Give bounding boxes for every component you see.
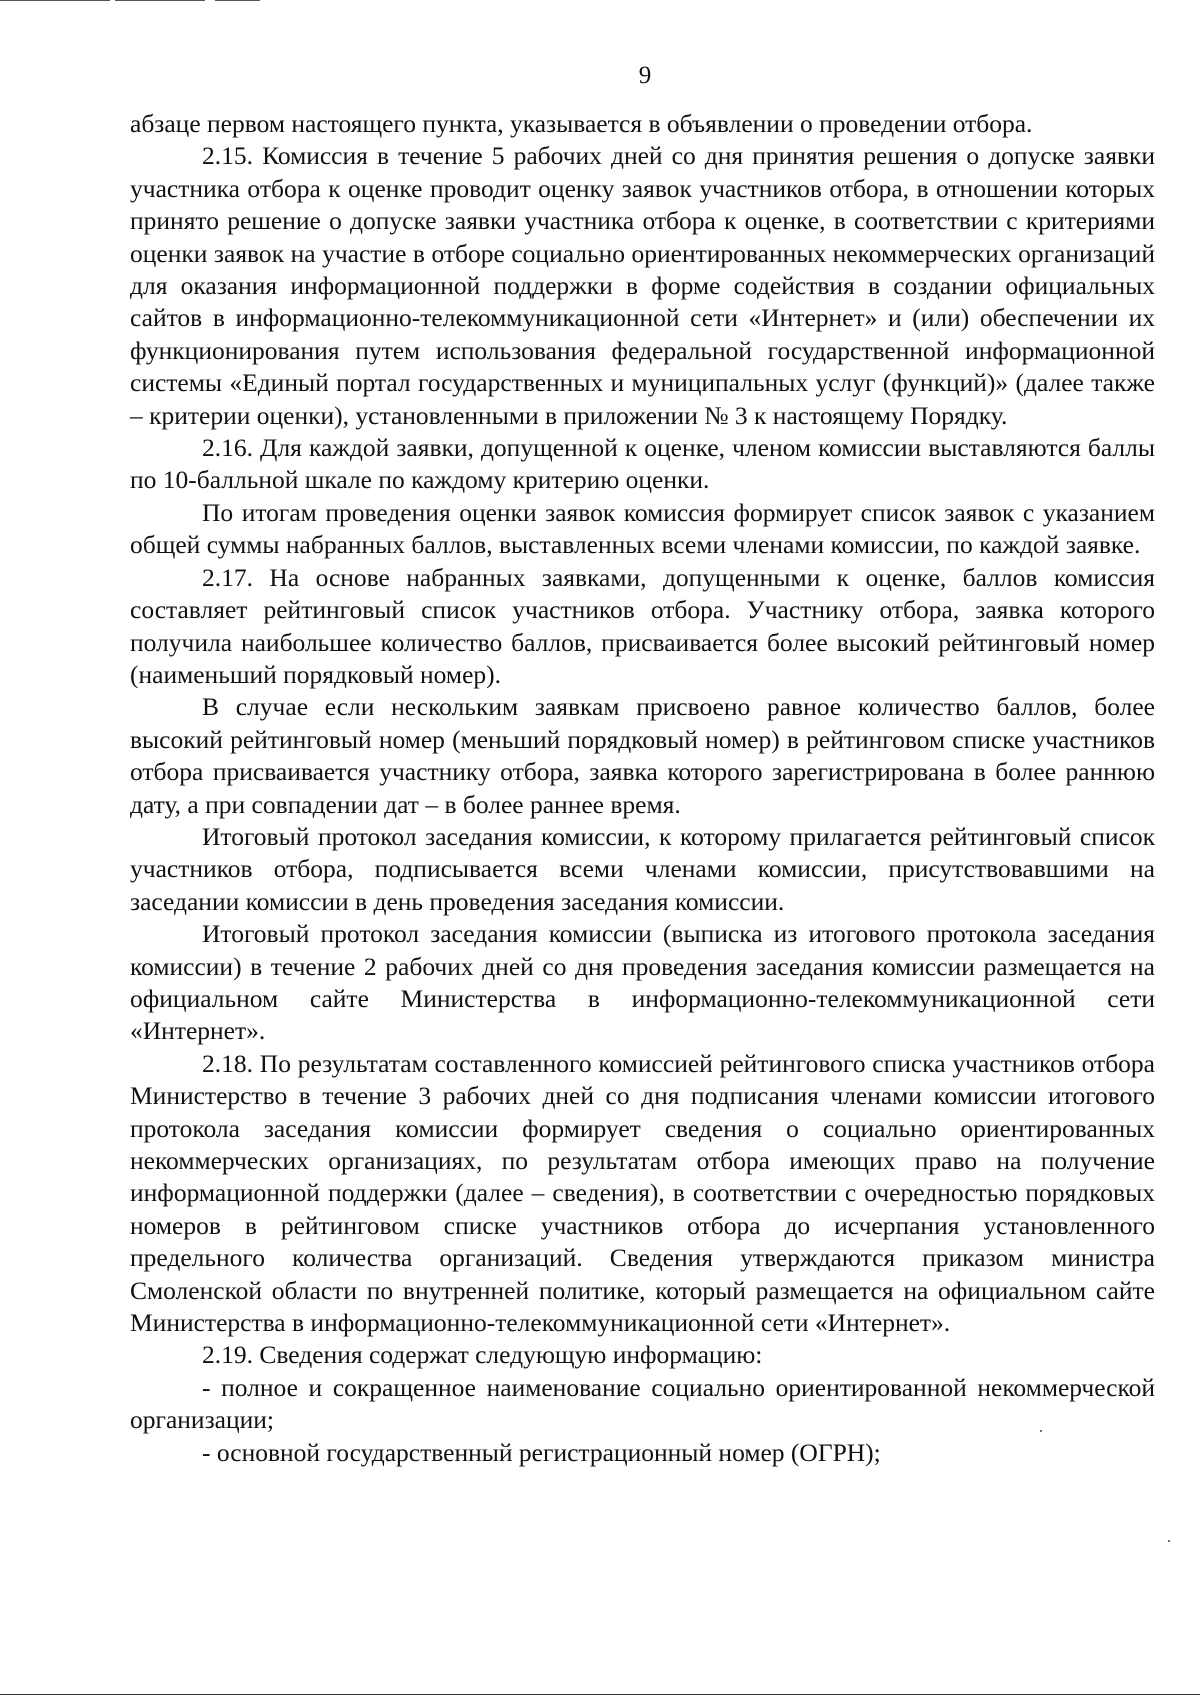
scan-speck [1168,1540,1170,1542]
paragraph-2-17: 2.17. На основе набранных заявками, допущенными к оценке, баллов комиссия составляет рейтинговый список участников отбора. Участнику отбора, заявка которого получила наибольшее количество баллов, присваивается более высокий рейтинговый номер (наименьший порядковый номер). [130,562,1155,689]
scan-edge-mark [0,1694,1200,1695]
paragraph-2-19: 2.19. Сведения содержат следующую информацию: [202,1340,763,1370]
scan-edge-mark [115,0,205,1]
list-item-ogrn: - основной государственный регистрационный номер (ОГРН); [202,1437,881,1467]
paragraph-2-17-protocol: Итоговый протокол заседания комиссии, к которому прилагается рейтинговый список участников отбора, подписывается всеми членами комиссии, присутствовавшими на заседании комиссии в день проведения заседания комиссии. [130,821,1155,916]
paragraph-2-16-summary: По итогам проведения оценки заявок комиссия формирует список заявок с указанием общей суммы набранных баллов, выставленных всеми членами комиссии, по каждой заявке. [130,497,1155,560]
paragraph-continuation: абзаце первом настоящего пункта, указывается в объявлении о проведении отбора. [130,109,1033,138]
scan-edge-mark [215,0,260,1]
page-number: 9 [638,62,652,89]
paragraph-2-17-ties: В случае если нескольким заявкам присвоено равное количество баллов, более высокий рейтинговый номер (меньший порядковый номер) в рейтинговом списке участников отбора присваивается участнику отбора, заявка которого зарегистрирована в более раннюю дату, а при совпадении дат – в более раннее время. [130,692,1155,819]
list-item-name: - полное и сокращенное наименование социально ориентированной некоммерческой организации; [130,1372,1155,1435]
scan-edge-mark [0,0,110,1]
document-body [130,108,1155,1469]
paragraph-2-15: 2.15. Комиссия в течение 5 рабочих дней со дня принятия решения о допуске заявки участника отбора к оценке проводит оценку заявок участников отбора, в отношении которых принято решение о допуске заявки участника отбора к оценке, в соответствии с критериями оценки заявок на участие в отборе социально ориентированных некоммерческих организаций для оказания информационной поддержки в форме содействия в создании официальных сайтов в информационно-телекоммуникационной сети «Интернет» и (или) обеспечении их функционирования путем использования федеральной государственной информационной системы «Единый портал государственных и муниципальных услуг (функций)» (далее также – критерии оценки), установленными в приложении № 3 к настоящему Порядку. [130,141,1155,430]
paragraph-2-17-publication: Итоговый протокол заседания комиссии (выписка из итогового протокола заседания комиссии) в течение 2 рабочих дней со дня проведения заседания комиссии размещается на официальном сайте Министерства в информационно-телекоммуникационной сети «Интернет». [130,919,1155,1046]
paragraph-2-18: 2.18. По результатам составленного комиссией рейтингового списка участников отбора Министерство в течение 3 рабочих дней со дня подписания членами комиссии итогового протокола заседания комиссии формирует сведения о социально ориентированных некоммерческих организациях, по результатам отбора имеющих право на получение информационной поддержки (далее – сведения), в соответствии с очередностью порядковых номеров в рейтинговом списке участников отбора до исчерпания установленного предельного количества организаций. Сведения утверждаются приказом министра Смоленской области по внутренней политике, который размещается на официальном сайте Министерства в информационно-телекоммуникационной сети «Интернет». [130,1048,1155,1338]
paragraph-2-16: 2.16. Для каждой заявки, допущенной к оценке, членом комиссии выставляются баллы по 10-балльной шкале по каждому критерию оценки. [130,433,1155,495]
scan-speck [1040,1430,1042,1432]
